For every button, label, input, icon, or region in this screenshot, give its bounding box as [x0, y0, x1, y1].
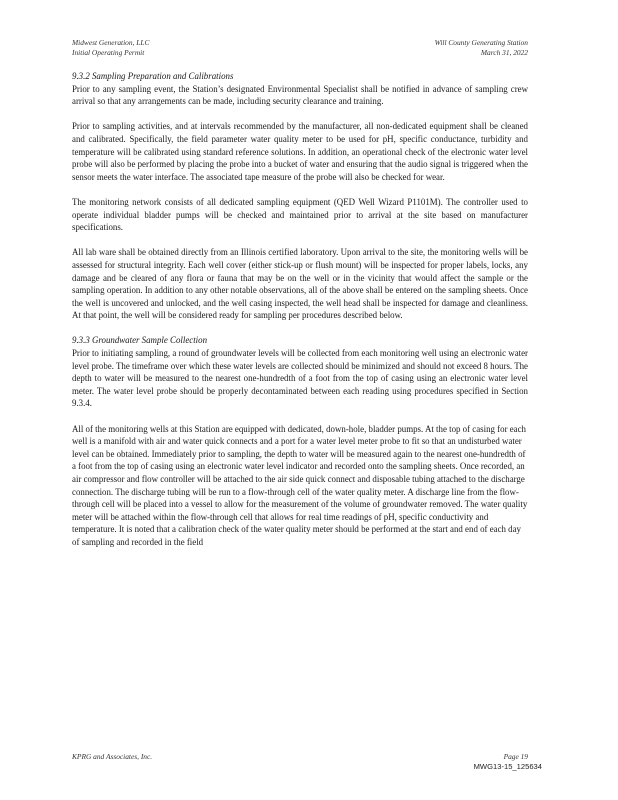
header-station: Will County Generating Station: [434, 38, 528, 47]
document-id-stamp: MWG13-15_125634: [473, 762, 542, 771]
header-permit: Initial Operating Permit: [72, 48, 145, 57]
header-date: March 31, 2022: [480, 48, 528, 57]
paragraph: The monitoring network consists of all dedicated sampling equipment (QED Well Wizard P1101M). The controller used to operate individual bladder pumps will be checked and maintained prior to arrival at the site based on manufacturer specifications.: [72, 196, 528, 233]
paragraph: All of the monitoring wells at this Station are equipped with dedicated, down-hole, bladder pumps. At the top of casing for each well is a manifold with air and water quick connects and a port for a water level meter probe to fit so that an undisturbed water level can be obtained. Immediately prior to sampling, the depth to water will be measured again to the nearest one-hundredth of a foot from the top of casing using an electronic water level indicator and recorded onto the sampling sheets. Once recorded, an air compressor and flow controller will be attached to the air side quick connect and disposable tubing attached to the discharge connection. The discharge tubing will be run to a flow-through cell of the water quality meter. A discharge line from the flow-through cell will be placed into a vessel to allow for the measurement of the volume of groundwater removed. The water quality meter will be attached within the flow-through cell that allows for real time readings of pH, specific conductivity and temperature. It is noted that a calibration check of the water quality meter should be performed at the start and end of each day of sampling and recorded in the field: [72, 423, 528, 547]
footer-firm: KPRG and Associates, Inc.: [72, 752, 153, 761]
paragraph: All lab ware shall be obtained directly from an Illinois certified laboratory. Upon arrival to the site, the monitoring wells will be assessed for structural integrity. Each well cover (either stick-up or flush mount) will be inspected for proper labels, locks, any damage and be cleared of any flora or fauna that may be on the well or in the vicinity that would affect the sample or the sampling operation. In addition to any other notable observations, all of the above shall be entered on the sampling sheets. Once the well is uncovered and unlocked, and the well casing inspected, the well head shall be inspected for damage and cleanliness. At that point, the well will be considered ready for sampling per procedures described below.: [72, 247, 528, 321]
section-heading-9-3-2: 9.3.2 Sampling Preparation and Calibrations: [72, 71, 234, 81]
page-header-left: [72, 38, 149, 58]
header-company: Midwest Generation, LLC: [72, 38, 150, 47]
paragraph: Prior to initiating sampling, a round of groundwater levels will be collected from each monitoring well using an electronic water level probe. The timeframe over which these water levels are collected should be minimized and should not exceed 8 hours. The depth to water will be measured to the nearest one-hundredth of a foot from the top of casing using an electronic water level meter. The water level probe should be properly decontaminated between each reading using procedures specified in Section 9.3.4.: [72, 348, 528, 409]
page-header-right: [420, 38, 528, 58]
footer-page-number: Page 19: [503, 752, 528, 761]
section-heading-9-3-3: 9.3.3 Groundwater Sample Collection: [72, 335, 208, 346]
paragraph: Prior to any sampling event, the Station’s designated Environmental Specialist shall be notified in advance of sampling crew arrival so that any arrangements can be made, including security clearance and training.: [72, 83, 528, 107]
paragraph: Prior to sampling activities, and at intervals recommended by the manufacturer, all non-dedicated equipment shall be cleaned and calibrated. Specifically, the field parameter water quality meter to be used for pH, specific conductance, turbidity and temperature will be calibrated using standard reference solutions. In addition, an operational check of the electronic water level probe will also be performed by placing the probe into a bucket of water and ensuring that the audio signal is triggered when the sensor meets the water interface. The associated tape measure of the probe will also be checked for wear.: [72, 121, 528, 182]
document-body: [72, 70, 528, 549]
